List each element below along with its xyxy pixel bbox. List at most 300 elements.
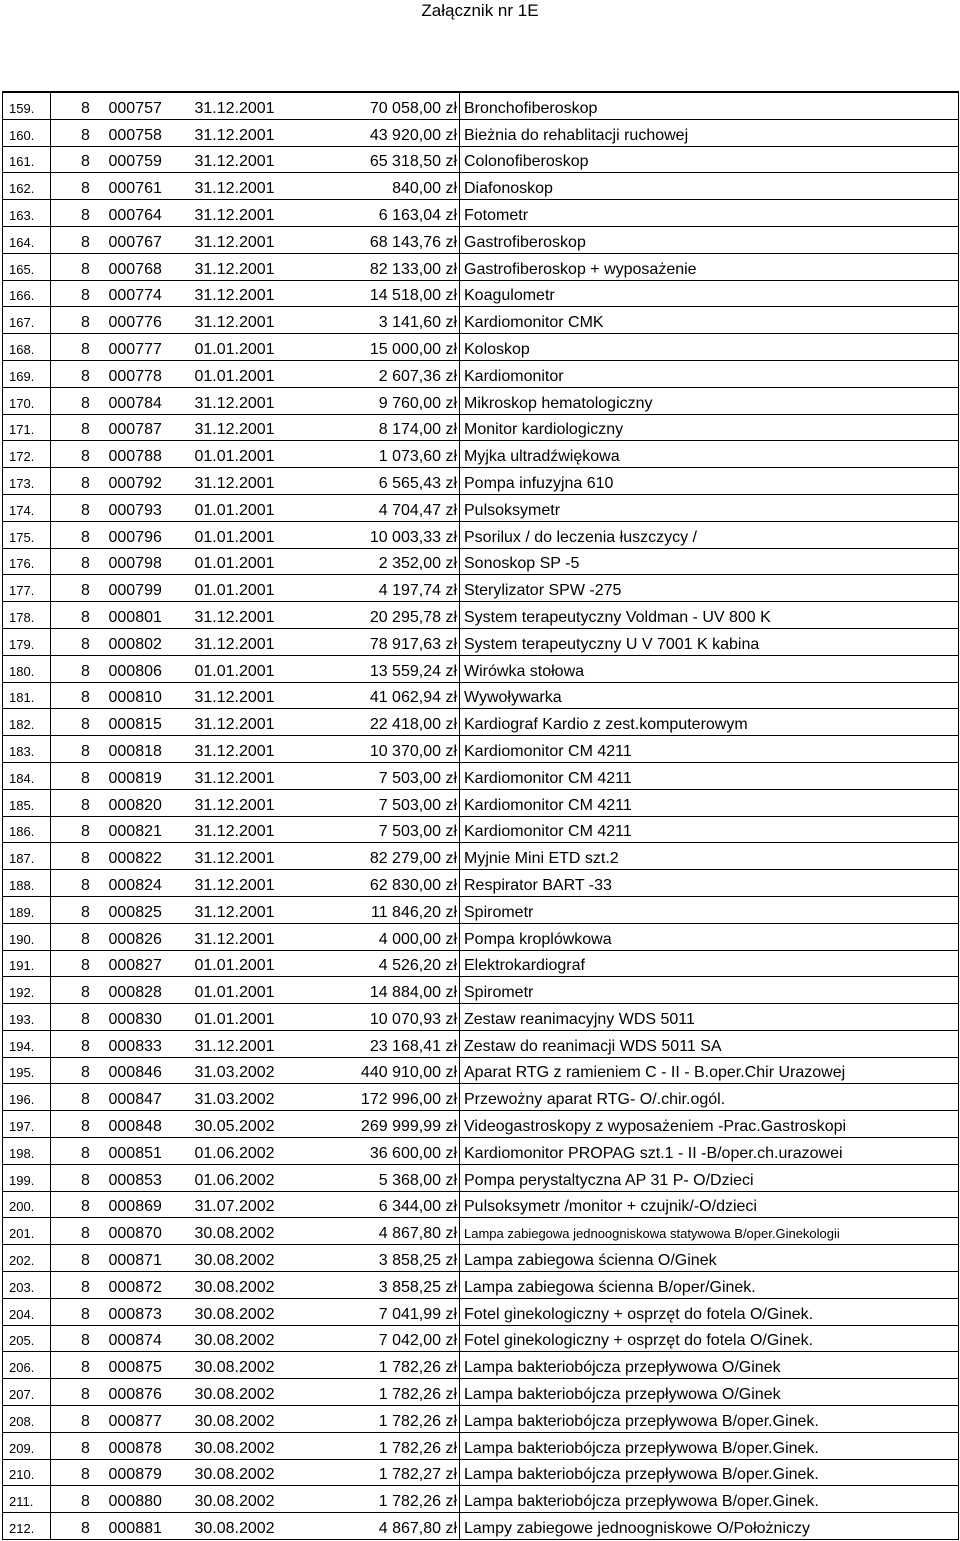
inventory-number-cell: 000827 xyxy=(108,957,162,975)
asset-value-cell: 4 197,74 zł xyxy=(378,582,457,600)
inventory-number-cell: 000846 xyxy=(108,1064,162,1082)
inventory-number-cell: 000767 xyxy=(108,233,162,251)
group-code-cell: 8 xyxy=(81,984,90,1002)
row-number-cell: 209. xyxy=(3,1432,51,1459)
row-number-cell: 172. xyxy=(3,441,51,468)
table-row xyxy=(3,280,959,307)
table-row xyxy=(3,602,959,629)
table-row xyxy=(3,414,959,441)
table-row xyxy=(3,119,959,146)
row-number-cell: 200. xyxy=(3,1191,51,1218)
acquisition-date-cell: 30.08.2002 xyxy=(194,1332,275,1350)
row-number-cell: 177. xyxy=(3,575,51,602)
table-row xyxy=(3,1057,959,1084)
table-row xyxy=(3,1245,959,1272)
asset-name-cell: Lampy zabiegowe jednoogniskowe O/Położniczy xyxy=(460,1513,959,1540)
table-row xyxy=(3,521,959,548)
asset-value-cell: 10 003,33 zł xyxy=(369,528,457,546)
table-row xyxy=(3,896,959,923)
asset-name-cell: Spirometr xyxy=(460,977,959,1004)
asset-name-cell: Pompa infuzyjna 610 xyxy=(460,468,959,495)
asset-value-cell: 11 846,20 zł xyxy=(371,903,457,921)
row-number-cell: 208. xyxy=(3,1406,51,1433)
inventory-number-cell: 000799 xyxy=(108,582,162,600)
asset-name-cell: Bieżnia do rehablitacji ruchowej xyxy=(460,119,959,146)
asset-name-cell: Koloskop xyxy=(460,334,959,361)
acquisition-date-cell: 30.08.2002 xyxy=(194,1520,275,1538)
row-number-cell: 198. xyxy=(3,1138,51,1165)
inventory-number-cell: 000787 xyxy=(108,421,162,439)
asset-value-cell: 9 760,00 zł xyxy=(378,394,457,412)
asset-value-cell: 6 344,00 zł xyxy=(378,1198,457,1216)
acquisition-date-cell: 31.03.2002 xyxy=(194,1091,275,1109)
table-row xyxy=(3,923,959,950)
table-row xyxy=(3,628,959,655)
asset-name-cell: Sterylizator SPW -275 xyxy=(460,575,959,602)
table-row xyxy=(3,173,959,200)
asset-value-cell: 5 368,00 zł xyxy=(378,1171,457,1189)
row-number-cell: 184. xyxy=(3,762,51,789)
acquisition-date-cell: 31.12.2001 xyxy=(194,99,275,117)
row-number-cell: 160. xyxy=(3,119,51,146)
group-code-cell: 8 xyxy=(81,394,90,412)
asset-name-cell: Lampa zabiegowa jednoogniskowa statywowa B/oper.Ginekologii xyxy=(460,1218,959,1245)
group-code-cell: 8 xyxy=(81,501,90,519)
inventory-number-cell: 000774 xyxy=(108,287,162,305)
asset-value-cell: 4 704,47 zł xyxy=(378,501,457,519)
inventory-number-cell: 000876 xyxy=(108,1386,162,1404)
acquisition-date-cell: 30.08.2002 xyxy=(194,1386,275,1404)
table-row xyxy=(3,789,959,816)
asset-value-cell: 36 600,00 zł xyxy=(369,1144,457,1162)
group-code-cell: 8 xyxy=(81,1493,90,1511)
asset-name-cell: Videogastroskopy z wyposażeniem -Prac.Gastroskopi xyxy=(460,1111,959,1138)
group-code-cell: 8 xyxy=(81,1359,90,1377)
equipment-table xyxy=(2,91,959,1540)
row-number-cell: 182. xyxy=(3,709,51,736)
group-code-cell: 8 xyxy=(81,930,90,948)
acquisition-date-cell: 31.12.2001 xyxy=(194,769,275,787)
group-code-cell: 8 xyxy=(81,796,90,814)
inventory-number-cell: 000825 xyxy=(108,903,162,921)
table-row xyxy=(3,843,959,870)
table-row xyxy=(3,1164,959,1191)
table-row xyxy=(3,146,959,173)
group-code-cell: 8 xyxy=(81,1010,90,1028)
acquisition-date-cell: 01.01.2001 xyxy=(194,957,275,975)
row-number-cell: 159. xyxy=(3,92,51,119)
asset-value-cell: 7 503,00 zł xyxy=(378,769,457,787)
group-code-cell: 8 xyxy=(81,1278,90,1296)
inventory-number-cell: 000761 xyxy=(108,180,162,198)
asset-value-cell: 1 782,26 zł xyxy=(378,1412,457,1430)
asset-value-cell: 7 042,00 zł xyxy=(378,1332,457,1350)
group-code-cell: 8 xyxy=(81,608,90,626)
acquisition-date-cell: 30.08.2002 xyxy=(194,1412,275,1430)
row-number-cell: 164. xyxy=(3,226,51,253)
group-code-cell: 8 xyxy=(81,1439,90,1457)
inventory-number-cell: 000828 xyxy=(108,984,162,1002)
group-code-cell: 8 xyxy=(81,448,90,466)
table-row xyxy=(3,1432,959,1459)
asset-name-cell: Diafonoskop xyxy=(460,173,959,200)
asset-value-cell: 15 000,00 zł xyxy=(369,340,457,358)
row-number-cell: 169. xyxy=(3,360,51,387)
page-title: Załącznik nr 1E xyxy=(421,1,539,20)
acquisition-date-cell: 31.12.2001 xyxy=(194,930,275,948)
table-row xyxy=(3,816,959,843)
acquisition-date-cell: 01.01.2001 xyxy=(194,1010,275,1028)
asset-name-cell: Kardiomonitor CM 4211 xyxy=(460,789,959,816)
group-code-cell: 8 xyxy=(81,823,90,841)
asset-value-cell: 1 782,26 zł xyxy=(378,1493,457,1511)
row-number-cell: 166. xyxy=(3,280,51,307)
acquisition-date-cell: 01.01.2001 xyxy=(194,448,275,466)
asset-name-cell: Lampa bakteriobójcza przepływowa B/oper.Ginek. xyxy=(460,1432,959,1459)
asset-value-cell: 4 867,80 zł xyxy=(378,1225,457,1243)
inventory-number-cell: 000820 xyxy=(108,796,162,814)
inventory-number-cell: 000826 xyxy=(108,930,162,948)
asset-value-cell: 78 917,63 zł xyxy=(369,635,457,653)
inventory-number-cell: 000872 xyxy=(108,1278,162,1296)
group-code-cell: 8 xyxy=(81,662,90,680)
asset-value-cell: 68 143,76 zł xyxy=(369,233,457,251)
inventory-number-cell: 000802 xyxy=(108,635,162,653)
asset-value-cell: 62 830,00 zł xyxy=(369,876,457,894)
row-number-cell: 197. xyxy=(3,1111,51,1138)
acquisition-date-cell: 31.12.2001 xyxy=(194,314,275,332)
group-code-cell: 8 xyxy=(81,421,90,439)
inventory-number-cell: 000778 xyxy=(108,367,162,385)
asset-value-cell: 440 910,00 zł xyxy=(360,1064,457,1082)
table-row xyxy=(3,307,959,334)
group-code-cell: 8 xyxy=(81,1520,90,1538)
acquisition-date-cell: 30.05.2002 xyxy=(194,1118,275,1136)
asset-name-cell: Lampa bakteriobójcza przepływowa B/oper.Ginek. xyxy=(460,1459,959,1486)
acquisition-date-cell: 31.12.2001 xyxy=(194,903,275,921)
acquisition-date-cell: 31.12.2001 xyxy=(194,394,275,412)
table-row xyxy=(3,92,959,119)
table-row xyxy=(3,1272,959,1299)
asset-name-cell: Respirator BART -33 xyxy=(460,870,959,897)
asset-value-cell: 70 058,00 zł xyxy=(369,99,457,117)
group-code-cell: 8 xyxy=(81,850,90,868)
table-row xyxy=(3,494,959,521)
inventory-number-cell: 000796 xyxy=(108,528,162,546)
row-number-cell: 167. xyxy=(3,307,51,334)
inventory-number-cell: 000801 xyxy=(108,608,162,626)
row-number-cell: 168. xyxy=(3,334,51,361)
table-row xyxy=(3,1459,959,1486)
asset-name-cell: System terapeutyczny Voldman - UV 800 K xyxy=(460,602,959,629)
inventory-number-cell: 000776 xyxy=(108,314,162,332)
acquisition-date-cell: 31.12.2001 xyxy=(194,608,275,626)
inventory-number-cell: 000880 xyxy=(108,1493,162,1511)
acquisition-date-cell: 31.12.2001 xyxy=(194,716,275,734)
inventory-number-cell: 000830 xyxy=(108,1010,162,1028)
group-code-cell: 8 xyxy=(81,716,90,734)
inventory-number-cell: 000847 xyxy=(108,1091,162,1109)
inventory-number-cell: 000870 xyxy=(108,1225,162,1243)
table-row xyxy=(3,1084,959,1111)
asset-value-cell: 10 370,00 zł xyxy=(369,742,457,760)
acquisition-date-cell: 31.12.2001 xyxy=(194,180,275,198)
asset-value-cell: 3 858,25 zł xyxy=(378,1278,457,1296)
acquisition-date-cell: 01.01.2001 xyxy=(194,367,275,385)
inventory-number-cell: 000792 xyxy=(108,474,162,492)
group-code-cell: 8 xyxy=(81,260,90,278)
table-row xyxy=(3,736,959,763)
asset-value-cell: 1 782,26 zł xyxy=(378,1359,457,1377)
group-code-cell: 8 xyxy=(81,1091,90,1109)
acquisition-date-cell: 01.01.2001 xyxy=(194,501,275,519)
group-code-cell: 8 xyxy=(81,876,90,894)
group-code-cell: 8 xyxy=(81,126,90,144)
asset-value-cell: 6 565,43 zł xyxy=(378,474,457,492)
inventory-number-cell: 000819 xyxy=(108,769,162,787)
group-code-cell: 8 xyxy=(81,153,90,171)
row-number-cell: 205. xyxy=(3,1325,51,1352)
row-number-cell: 196. xyxy=(3,1084,51,1111)
acquisition-date-cell: 01.01.2001 xyxy=(194,984,275,1002)
inventory-number-cell: 000873 xyxy=(108,1305,162,1323)
row-number-cell: 181. xyxy=(3,682,51,709)
group-code-cell: 8 xyxy=(81,1386,90,1404)
row-number-cell: 199. xyxy=(3,1164,51,1191)
row-number-cell: 174. xyxy=(3,494,51,521)
asset-name-cell: Kardiomonitor CM 4211 xyxy=(460,736,959,763)
row-number-cell: 163. xyxy=(3,200,51,227)
table-row xyxy=(3,1030,959,1057)
table-row xyxy=(3,253,959,280)
asset-value-cell: 10 070,93 zł xyxy=(369,1010,457,1028)
inventory-number-cell: 000821 xyxy=(108,823,162,841)
acquisition-date-cell: 01.01.2001 xyxy=(194,340,275,358)
table-row xyxy=(3,575,959,602)
asset-value-cell: 7 503,00 zł xyxy=(378,823,457,841)
table-row xyxy=(3,1352,959,1379)
asset-value-cell: 14 884,00 zł xyxy=(369,984,457,1002)
group-code-cell: 8 xyxy=(81,474,90,492)
asset-value-cell: 4 000,00 zł xyxy=(378,930,457,948)
table-row xyxy=(3,1191,959,1218)
asset-value-cell: 4 526,20 zł xyxy=(378,957,457,975)
asset-value-cell: 23 168,41 zł xyxy=(369,1037,457,1055)
inventory-number-cell: 000878 xyxy=(108,1439,162,1457)
asset-value-cell: 6 163,04 zł xyxy=(378,206,457,224)
asset-value-cell: 4 867,80 zł xyxy=(378,1520,457,1538)
acquisition-date-cell: 01.06.2002 xyxy=(194,1171,275,1189)
asset-value-cell: 14 518,00 zł xyxy=(369,287,457,305)
acquisition-date-cell: 31.03.2002 xyxy=(194,1064,275,1082)
inventory-number-cell: 000818 xyxy=(108,742,162,760)
table-row xyxy=(3,1486,959,1513)
group-code-cell: 8 xyxy=(81,206,90,224)
acquisition-date-cell: 30.08.2002 xyxy=(194,1466,275,1484)
table-row xyxy=(3,1004,959,1031)
asset-name-cell: Sonoskop SP -5 xyxy=(460,548,959,575)
inventory-number-cell: 000798 xyxy=(108,555,162,573)
table-row xyxy=(3,200,959,227)
acquisition-date-cell: 31.12.2001 xyxy=(194,1037,275,1055)
table-row xyxy=(3,682,959,709)
asset-value-cell: 8 174,00 zł xyxy=(378,421,457,439)
group-code-cell: 8 xyxy=(81,1171,90,1189)
group-code-cell: 8 xyxy=(81,287,90,305)
asset-value-cell: 41 062,94 zł xyxy=(369,689,457,707)
inventory-number-cell: 000851 xyxy=(108,1144,162,1162)
asset-name-cell: Zestaw do reanimacji WDS 5011 SA xyxy=(460,1030,959,1057)
group-code-cell: 8 xyxy=(81,233,90,251)
inventory-number-cell: 000768 xyxy=(108,260,162,278)
acquisition-date-cell: 31.12.2001 xyxy=(194,233,275,251)
acquisition-date-cell: 31.12.2001 xyxy=(194,689,275,707)
group-code-cell: 8 xyxy=(81,903,90,921)
acquisition-date-cell: 01.06.2002 xyxy=(194,1144,275,1162)
row-number-cell: 202. xyxy=(3,1245,51,1272)
group-code-cell: 8 xyxy=(81,689,90,707)
row-number-cell: 191. xyxy=(3,950,51,977)
asset-name-cell: Kardiomonitor CM 4211 xyxy=(460,816,959,843)
row-number-cell: 162. xyxy=(3,173,51,200)
table-row xyxy=(3,709,959,736)
row-number-cell: 190. xyxy=(3,923,51,950)
acquisition-date-cell: 31.12.2001 xyxy=(194,635,275,653)
group-code-cell: 8 xyxy=(81,180,90,198)
inventory-number-cell: 000824 xyxy=(108,876,162,894)
row-number-cell: 187. xyxy=(3,843,51,870)
table-row xyxy=(3,655,959,682)
asset-name-cell: Lampa bakteriobójcza przepływowa O/Ginek xyxy=(460,1379,959,1406)
table-row xyxy=(3,1111,959,1138)
asset-name-cell: Myjnie Mini ETD szt.2 xyxy=(460,843,959,870)
row-number-cell: 204. xyxy=(3,1298,51,1325)
inventory-number-cell: 000848 xyxy=(108,1118,162,1136)
acquisition-date-cell: 31.12.2001 xyxy=(194,287,275,305)
asset-value-cell: 3 858,25 zł xyxy=(378,1252,457,1270)
row-number-cell: 188. xyxy=(3,870,51,897)
asset-name-cell: Gastrofiberoskop + wyposażenie xyxy=(460,253,959,280)
acquisition-date-cell: 01.01.2001 xyxy=(194,528,275,546)
asset-name-cell: Kardiomonitor CMK xyxy=(460,307,959,334)
group-code-cell: 8 xyxy=(81,528,90,546)
asset-name-cell: Bronchofiberoskop xyxy=(460,92,959,119)
table-row xyxy=(3,1513,959,1540)
table-row xyxy=(3,468,959,495)
group-code-cell: 8 xyxy=(81,1118,90,1136)
group-code-cell: 8 xyxy=(81,99,90,117)
group-code-cell: 8 xyxy=(81,1412,90,1430)
row-number-cell: 176. xyxy=(3,548,51,575)
group-code-cell: 8 xyxy=(81,1225,90,1243)
asset-name-cell: Kardiomonitor PROPAG szt.1 - II -B/oper.ch.urazowei xyxy=(460,1138,959,1165)
inventory-number-cell: 000788 xyxy=(108,448,162,466)
asset-name-cell: System terapeutyczny U V 7001 K kabina xyxy=(460,628,959,655)
asset-name-cell: Przewożny aparat RTG- O/.chir.ogól. xyxy=(460,1084,959,1111)
acquisition-date-cell: 01.01.2001 xyxy=(194,582,275,600)
asset-value-cell: 1 782,26 zł xyxy=(378,1439,457,1457)
row-number-cell: 161. xyxy=(3,146,51,173)
table-row xyxy=(3,762,959,789)
asset-value-cell: 22 418,00 zł xyxy=(369,716,457,734)
acquisition-date-cell: 31.12.2001 xyxy=(194,823,275,841)
group-code-cell: 8 xyxy=(81,340,90,358)
inventory-number-cell: 000793 xyxy=(108,501,162,519)
row-number-cell: 186. xyxy=(3,816,51,843)
inventory-number-cell: 000757 xyxy=(108,99,162,117)
inventory-number-cell: 000881 xyxy=(108,1520,162,1538)
table-row xyxy=(3,548,959,575)
table-row xyxy=(3,1406,959,1433)
row-number-cell: 194. xyxy=(3,1030,51,1057)
row-number-cell: 183. xyxy=(3,736,51,763)
acquisition-date-cell: 31.12.2001 xyxy=(194,742,275,760)
asset-name-cell: Psorilux / do leczenia łuszczycy / xyxy=(460,521,959,548)
group-code-cell: 8 xyxy=(81,314,90,332)
inventory-number-cell: 000871 xyxy=(108,1252,162,1270)
inventory-number-cell: 000822 xyxy=(108,850,162,868)
acquisition-date-cell: 31.12.2001 xyxy=(194,474,275,492)
acquisition-date-cell: 30.08.2002 xyxy=(194,1493,275,1511)
asset-name-cell: Lampa bakteriobójcza przepływowa O/Ginek xyxy=(460,1352,959,1379)
asset-value-cell: 1 782,27 zł xyxy=(378,1466,457,1484)
acquisition-date-cell: 30.08.2002 xyxy=(194,1305,275,1323)
acquisition-date-cell: 30.08.2002 xyxy=(194,1439,275,1457)
asset-name-cell: Fotometr xyxy=(460,200,959,227)
asset-name-cell: Mikroskop hematologiczny xyxy=(460,387,959,414)
inventory-number-cell: 000875 xyxy=(108,1359,162,1377)
row-number-cell: 201. xyxy=(3,1218,51,1245)
asset-name-cell: Pulsoksymetr xyxy=(460,494,959,521)
acquisition-date-cell: 31.07.2002 xyxy=(194,1198,275,1216)
group-code-cell: 8 xyxy=(81,1252,90,1270)
table-row xyxy=(3,334,959,361)
asset-name-cell: Pulsoksymetr /monitor + czujnik/-O/dzieci xyxy=(460,1191,959,1218)
group-code-cell: 8 xyxy=(81,1305,90,1323)
asset-name-cell: Kardiograf Kardio z zest.komputerowym xyxy=(460,709,959,736)
asset-value-cell: 7 041,99 zł xyxy=(378,1305,457,1323)
asset-value-cell: 2 607,36 zł xyxy=(378,367,457,385)
asset-value-cell: 2 352,00 zł xyxy=(378,555,457,573)
table-row xyxy=(3,950,959,977)
acquisition-date-cell: 30.08.2002 xyxy=(194,1252,275,1270)
inventory-number-cell: 000869 xyxy=(108,1198,162,1216)
inventory-number-cell: 000853 xyxy=(108,1171,162,1189)
inventory-number-cell: 000874 xyxy=(108,1332,162,1350)
row-number-cell: 206. xyxy=(3,1352,51,1379)
asset-name-cell: Kardiomonitor xyxy=(460,360,959,387)
asset-value-cell: 1 073,60 zł xyxy=(378,448,457,466)
group-code-cell: 8 xyxy=(81,582,90,600)
group-code-cell: 8 xyxy=(81,957,90,975)
asset-value-cell: 172 996,00 zł xyxy=(360,1091,457,1109)
row-number-cell: 210. xyxy=(3,1459,51,1486)
asset-name-cell: Lampa bakteriobójcza przepływowa B/oper.Ginek. xyxy=(460,1406,959,1433)
table-row xyxy=(3,226,959,253)
row-number-cell: 211. xyxy=(3,1486,51,1513)
acquisition-date-cell: 30.08.2002 xyxy=(194,1359,275,1377)
asset-name-cell: Koagulometr xyxy=(460,280,959,307)
group-code-cell: 8 xyxy=(81,1466,90,1484)
asset-name-cell: Aparat RTG z ramieniem C - II - B.oper.Chir Urazowej xyxy=(460,1057,959,1084)
table-row xyxy=(3,387,959,414)
inventory-number-cell: 000833 xyxy=(108,1037,162,1055)
table-row xyxy=(3,1218,959,1245)
group-code-cell: 8 xyxy=(81,742,90,760)
group-code-cell: 8 xyxy=(81,1064,90,1082)
table-row xyxy=(3,1298,959,1325)
inventory-number-cell: 000815 xyxy=(108,716,162,734)
